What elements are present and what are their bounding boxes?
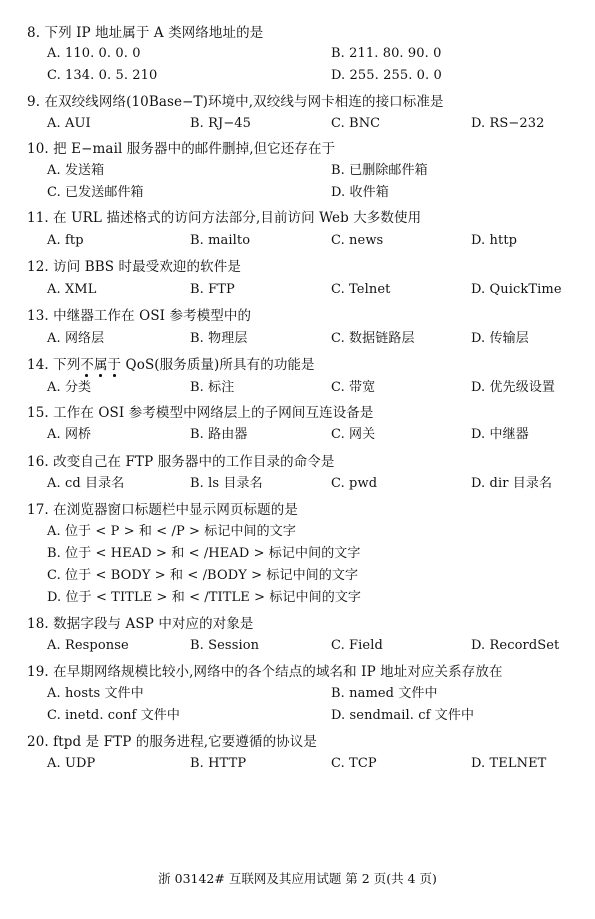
question-stem: 8. 下列 IP 地址属于 A 类网络地址的是 xyxy=(27,25,264,41)
option-d: D. sendmail. cf 文件中 xyxy=(331,708,475,723)
question-stem: 9. 在双绞线网络(10Base−T)环境中,双绞线与网卡相连的接口标准是 xyxy=(27,94,444,110)
option-c: C. 已发送邮件箱 xyxy=(47,185,144,200)
option-a: A. 网桥 xyxy=(47,427,92,442)
option-d: D. RS−232 xyxy=(471,116,545,131)
option-a: A. hosts 文件中 xyxy=(47,686,144,701)
option-a: A. Response xyxy=(47,638,129,653)
option-b: B. 路由器 xyxy=(190,427,248,442)
option-c: C. 位于 < BODY > 和 < /BODY > 标记中间的文字 xyxy=(47,568,359,583)
question-stem: 14. 下列不属于 QoS(服务质量)所具有的功能是 xyxy=(27,357,315,373)
option-c: C. 数据链路层 xyxy=(331,331,415,346)
option-c: C. 带宽 xyxy=(331,380,376,395)
option-d: D. http xyxy=(471,233,518,248)
option-b: B. 211. 80. 90. 0 xyxy=(331,46,442,61)
option-d: D. 优先级设置 xyxy=(471,380,556,395)
option-b: B. 物理层 xyxy=(190,331,248,346)
question-stem: 15. 工作在 OSI 参考模型中网络层上的子网间互连设备是 xyxy=(27,405,374,421)
page-footer: 浙 03142# 互联网及其应用试题 第 2 页(共 4 页) xyxy=(158,871,437,886)
option-d: D. 中继器 xyxy=(471,427,529,442)
option-a: A. 分类 xyxy=(47,380,92,395)
option-a: A. cd 目录名 xyxy=(47,476,125,491)
question-stem: 12. 访问 BBS 时最受欢迎的软件是 xyxy=(27,259,241,275)
option-a: A. UDP xyxy=(47,756,96,771)
option-b: B. ls 目录名 xyxy=(190,476,263,491)
option-b: B. 已删除邮件箱 xyxy=(331,163,428,178)
option-c: C. 网关 xyxy=(331,427,376,442)
question-stem: 19. 在早期网络规模比较小,网络中的各个结点的域名和 IP 地址对应关系存放在 xyxy=(27,664,503,680)
question-stem: 18. 数据字段与 ASP 中对应的对象是 xyxy=(27,616,254,632)
option-a: A. 110. 0. 0. 0 xyxy=(47,46,141,61)
option-d: D. 位于 < TITLE > 和 < /TITLE > 标记中间的文字 xyxy=(47,590,362,605)
option-c: C. Field xyxy=(331,638,383,653)
option-d: D. QuickTime xyxy=(471,282,562,297)
option-a: A. 发送箱 xyxy=(47,163,105,178)
emphasis-dot xyxy=(85,374,88,377)
option-d: D. dir 目录名 xyxy=(471,476,553,491)
question-stem: 17. 在浏览器窗口标题栏中显示网页标题的是 xyxy=(27,502,298,518)
option-b: B. named 文件中 xyxy=(331,686,438,701)
option-b: B. mailto xyxy=(190,233,251,248)
option-b: B. RJ−45 xyxy=(190,116,252,131)
option-b: B. 位于 < HEAD > 和 < /HEAD > 标记中间的文字 xyxy=(47,546,361,561)
option-a: A. 网络层 xyxy=(47,331,105,346)
option-a: A. AUI xyxy=(47,116,91,131)
option-d: D. 255. 255. 0. 0 xyxy=(331,68,442,83)
question-stem: 13. 中继器工作在 OSI 参考模型中的 xyxy=(27,308,252,324)
option-c: C. BNC xyxy=(331,116,381,131)
option-a: A. XML xyxy=(47,282,97,297)
option-c: C. 134. 0. 5. 210 xyxy=(47,68,158,83)
option-c: C. pwd xyxy=(331,476,378,491)
question-stem: 10. 把 E−mail 服务器中的邮件删掉,但它还存在于 xyxy=(27,141,336,157)
option-c: C. TCP xyxy=(331,756,377,771)
option-d: D. TELNET xyxy=(471,756,547,771)
option-d: D. 传输层 xyxy=(471,331,529,346)
option-b: B. 标注 xyxy=(190,380,235,395)
emphasis-dot xyxy=(113,374,116,377)
option-a: A. 位于 < P > 和 < /P > 标记中间的文字 xyxy=(47,524,296,539)
option-d: D. RecordSet xyxy=(471,638,560,653)
option-b: B. FTP xyxy=(190,282,235,297)
option-d: D. 收件箱 xyxy=(331,185,389,200)
option-c: C. inetd. conf 文件中 xyxy=(47,708,181,723)
option-c: C. Telnet xyxy=(331,282,391,297)
question-stem: 16. 改变自己在 FTP 服务器中的工作目录的命令是 xyxy=(27,454,335,470)
emphasis-dot xyxy=(99,374,102,377)
question-stem: 11. 在 URL 描述格式的访问方法部分,目前访问 Web 大多数使用 xyxy=(27,210,422,226)
option-b: B. Session xyxy=(190,638,260,653)
option-a: A. ftp xyxy=(47,233,84,248)
option-b: B. HTTP xyxy=(190,756,247,771)
question-stem: 20. ftpd 是 FTP 的服务进程,它要遵循的协议是 xyxy=(27,734,317,750)
option-c: C. news xyxy=(331,233,384,248)
